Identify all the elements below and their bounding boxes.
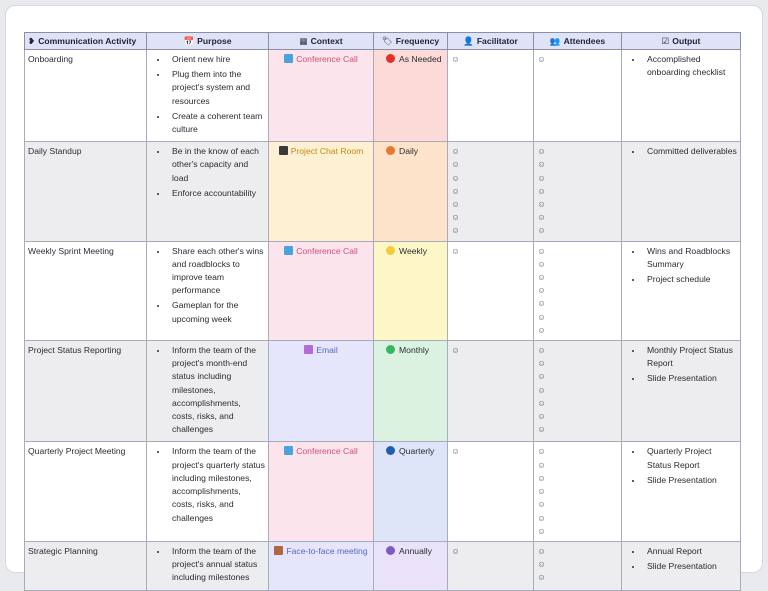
user-avatar-icon[interactable]: ☺ (537, 285, 546, 296)
output-item: • Slide Presentation (643, 372, 737, 385)
purpose-item: • Inform the team of the project's month-end status including milestones, accomplishments, costs, risks, and challenges (168, 344, 265, 436)
attendee-cell[interactable] (534, 341, 622, 442)
megaphone-icon: ❥ (28, 35, 36, 46)
output-list (625, 545, 737, 573)
attendee-cell[interactable] (534, 50, 622, 142)
purpose-item: • Be in the know of each other's capacity and load (168, 145, 265, 185)
user-avatar-icon[interactable]: ☺ (451, 212, 460, 223)
context-icon (304, 345, 313, 354)
grid-icon: ▦ (299, 35, 308, 46)
attendee-cell[interactable] (534, 541, 622, 590)
communication-plan-table (24, 32, 741, 591)
context-label: Email (316, 345, 338, 356)
context-icon (284, 246, 293, 255)
output-list (625, 53, 737, 79)
table-row[interactable] (25, 341, 741, 442)
purpose-list (150, 145, 265, 200)
checkbox-icon: ☑ (661, 35, 670, 46)
purpose-list (150, 445, 265, 524)
frequency-label: As Needed (399, 54, 442, 64)
status-dot-icon (386, 54, 395, 63)
frequency-cell[interactable] (374, 341, 448, 442)
user-avatar-icon[interactable]: ☺ (451, 245, 460, 256)
purpose-list (150, 245, 265, 326)
user-avatar-icon[interactable]: ☺ (451, 225, 460, 236)
user-avatar-icon[interactable]: ☺ (537, 199, 546, 210)
facilitator-cell[interactable] (448, 142, 534, 241)
table-body (25, 50, 741, 591)
attendee-cell[interactable] (534, 142, 622, 241)
purpose-cell[interactable] (147, 142, 269, 241)
table-row[interactable] (25, 241, 741, 340)
column-header-attendees[interactable] (534, 33, 622, 50)
status-dot-icon (386, 345, 395, 354)
context-cell[interactable] (269, 442, 374, 541)
column-header-frequency[interactable] (374, 33, 448, 50)
context-cell[interactable] (269, 241, 374, 340)
output-cell[interactable] (622, 541, 741, 590)
purpose-item: • Share each other's wins and roadblocks to improve team performance (168, 245, 265, 298)
context-cell[interactable] (269, 142, 374, 241)
status-dot-icon (386, 546, 395, 555)
output-item: • Slide Presentation (643, 560, 737, 573)
user-avatar-icon[interactable]: ☺ (537, 225, 546, 236)
user-avatar-icon[interactable]: ☺ (451, 185, 460, 196)
context-icon (274, 546, 283, 555)
app-window (6, 6, 762, 583)
user-avatar-icon[interactable]: ☺ (537, 459, 546, 470)
user-avatar-icon[interactable]: ☺ (537, 54, 546, 64)
user-avatar-icon[interactable]: ☺ (537, 559, 546, 570)
output-item: • Committed deliverables (643, 145, 737, 158)
user-avatar-icon[interactable]: ☺ (451, 54, 460, 64)
purpose-item: • Inform the team of the project's quarterly status including milestones, accomplishments, costs, risks, and challenges (168, 445, 265, 524)
status-dot-icon (386, 446, 395, 455)
user-avatar-icon[interactable]: ☺ (537, 324, 546, 335)
user-avatar-icon[interactable]: ☺ (537, 371, 546, 382)
output-list (625, 245, 737, 287)
context-label: Conference Call (296, 446, 358, 457)
user-avatar-icon[interactable]: ☺ (537, 512, 546, 523)
user-avatar-icon[interactable]: ☺ (451, 159, 460, 170)
user-avatar-icon[interactable]: ☺ (537, 212, 546, 223)
column-header-label: Frequency (395, 35, 440, 46)
user-avatar-icon[interactable]: ☺ (451, 172, 460, 183)
output-item: • Monthly Project Status Report (643, 344, 737, 370)
purpose-item: • Create a coherent team culture (168, 110, 265, 136)
output-item: • Annual Report (643, 545, 737, 558)
output-cell[interactable] (622, 142, 741, 241)
user-avatar-icon[interactable]: ☺ (537, 384, 546, 395)
user-avatar-icon[interactable]: ☺ (537, 298, 546, 309)
purpose-item: • Inform the team of the project's annual status including milestones (168, 545, 265, 585)
context-cell[interactable] (269, 541, 374, 590)
context-label: Conference Call (296, 54, 358, 64)
purpose-item: • Plug them into the project's system and resources (168, 68, 265, 108)
column-header-label: Output (672, 35, 701, 46)
activity-cell[interactable]: Project Status Reporting (25, 341, 147, 442)
output-list (625, 445, 737, 487)
facilitator-cell[interactable] (448, 442, 534, 541)
purpose-list (150, 545, 265, 585)
user-avatar-icon[interactable]: ☺ (537, 159, 546, 170)
user-avatar-icon[interactable]: ☺ (537, 272, 546, 283)
column-header-context[interactable] (269, 33, 374, 50)
output-list (625, 344, 737, 386)
user-avatar-icon[interactable]: ☺ (537, 258, 546, 269)
frequency-cell[interactable] (374, 541, 448, 590)
table-row[interactable] (25, 142, 741, 241)
frequency-label: Daily (399, 146, 419, 157)
user-avatar-icon[interactable]: ☺ (537, 446, 546, 457)
user-avatar-icon[interactable]: ☺ (451, 545, 460, 556)
purpose-cell[interactable] (147, 341, 269, 442)
context-label: Face-to-face meeting (286, 545, 368, 556)
context-cell[interactable] (269, 341, 374, 442)
user-avatar-icon[interactable]: ☺ (537, 311, 546, 322)
activity-cell[interactable]: Strategic Planning (25, 541, 147, 590)
activity-cell[interactable]: Daily Standup (25, 142, 147, 241)
facilitator-cell[interactable] (448, 341, 534, 442)
user-avatar-icon[interactable]: ☺ (451, 146, 460, 157)
attendee-cell[interactable] (534, 241, 622, 340)
purpose-cell[interactable] (147, 541, 269, 590)
column-header-output[interactable] (622, 33, 741, 50)
status-dot-icon (386, 246, 395, 255)
activity-cell[interactable]: Onboarding (25, 50, 147, 142)
frequency-cell[interactable] (374, 50, 448, 142)
user-avatar-icon[interactable]: ☺ (537, 424, 546, 435)
attendee-cell[interactable] (534, 442, 622, 541)
output-cell[interactable] (622, 442, 741, 541)
column-header-label: Communication Activity (38, 35, 137, 46)
frequency-cell[interactable] (374, 442, 448, 541)
table-row[interactable] (25, 541, 741, 590)
context-icon (279, 146, 288, 155)
calendar-icon: 📅 (183, 35, 195, 46)
context-cell[interactable] (269, 50, 374, 142)
context-icon (284, 54, 293, 63)
facilitator-cell[interactable] (448, 241, 534, 340)
user-avatar-icon[interactable]: ☺ (537, 172, 546, 183)
column-header-label: Attendees (563, 35, 606, 46)
tag-icon: 🏷 (381, 35, 393, 46)
column-header-facilitator[interactable] (448, 33, 534, 50)
purpose-cell[interactable] (147, 442, 269, 541)
user-avatar-icon[interactable]: ☺ (537, 486, 546, 497)
user-avatar-icon[interactable]: ☺ (537, 411, 546, 422)
frequency-label: Monthly (399, 345, 430, 356)
purpose-item: • Gameplan for the upcoming week (168, 299, 265, 325)
purpose-item: • Enforce accountability (168, 187, 265, 200)
column-header-label: Context (310, 35, 343, 46)
output-cell[interactable] (622, 50, 741, 142)
output-item: • Accomplished onboarding checklist (643, 53, 737, 79)
context-icon (284, 446, 293, 455)
user-avatar-icon[interactable]: ☺ (537, 545, 546, 556)
user-avatar-icon[interactable]: ☺ (537, 245, 546, 256)
context-label: Project Chat Room (290, 146, 364, 157)
output-item: • Project schedule (643, 273, 737, 286)
output-cell[interactable] (622, 241, 741, 340)
person-icon: 👤 (463, 35, 474, 46)
table-viewport[interactable] (24, 32, 746, 583)
user-avatar-icon[interactable]: ☺ (537, 525, 546, 536)
column-header-label: Purpose (197, 35, 232, 46)
user-avatar-icon[interactable]: ☺ (537, 397, 546, 408)
frequency-label: Weekly (399, 245, 428, 256)
frequency-cell[interactable] (374, 241, 448, 340)
purpose-item: • Orient new hire (168, 53, 265, 66)
user-avatar-icon[interactable]: ☺ (537, 472, 546, 483)
facilitator-cell[interactable] (448, 50, 534, 142)
output-item: • Wins and Roadblocks Summary (643, 245, 737, 271)
output-cell[interactable] (622, 341, 741, 442)
purpose-cell[interactable] (147, 50, 269, 142)
frequency-label: Quarterly (399, 446, 435, 457)
purpose-list (150, 53, 265, 136)
user-avatar-icon[interactable]: ☺ (451, 446, 460, 457)
frequency-cell[interactable] (374, 142, 448, 241)
user-avatar-icon[interactable]: ☺ (537, 572, 546, 583)
column-header-label: Facilitator (476, 35, 518, 46)
user-avatar-icon[interactable]: ☺ (451, 199, 460, 210)
column-header-communication-activity[interactable] (25, 33, 147, 50)
purpose-list (150, 344, 265, 436)
table-row[interactable] (25, 50, 741, 142)
output-item: • Slide Presentation (643, 474, 737, 487)
people-icon: 👥 (549, 35, 561, 46)
table-row[interactable] (25, 442, 741, 541)
status-dot-icon (386, 146, 395, 155)
activity-cell[interactable]: Quarterly Project Meeting (25, 442, 147, 541)
purpose-cell[interactable] (147, 241, 269, 340)
activity-cell[interactable]: Weekly Sprint Meeting (25, 241, 147, 340)
output-list (625, 145, 737, 158)
user-avatar-icon[interactable]: ☺ (537, 345, 546, 356)
user-avatar-icon[interactable]: ☺ (537, 146, 546, 157)
context-label: Conference Call (296, 245, 358, 256)
facilitator-cell[interactable] (448, 541, 534, 590)
user-avatar-icon[interactable]: ☺ (451, 345, 460, 356)
column-header-purpose[interactable] (147, 33, 269, 50)
output-item: • Quarterly Project Status Report (643, 445, 737, 471)
user-avatar-icon[interactable]: ☺ (537, 358, 546, 369)
user-avatar-icon[interactable]: ☺ (537, 499, 546, 510)
frequency-label: Annually (399, 545, 432, 556)
user-avatar-icon[interactable]: ☺ (537, 185, 546, 196)
header-row (25, 33, 741, 50)
